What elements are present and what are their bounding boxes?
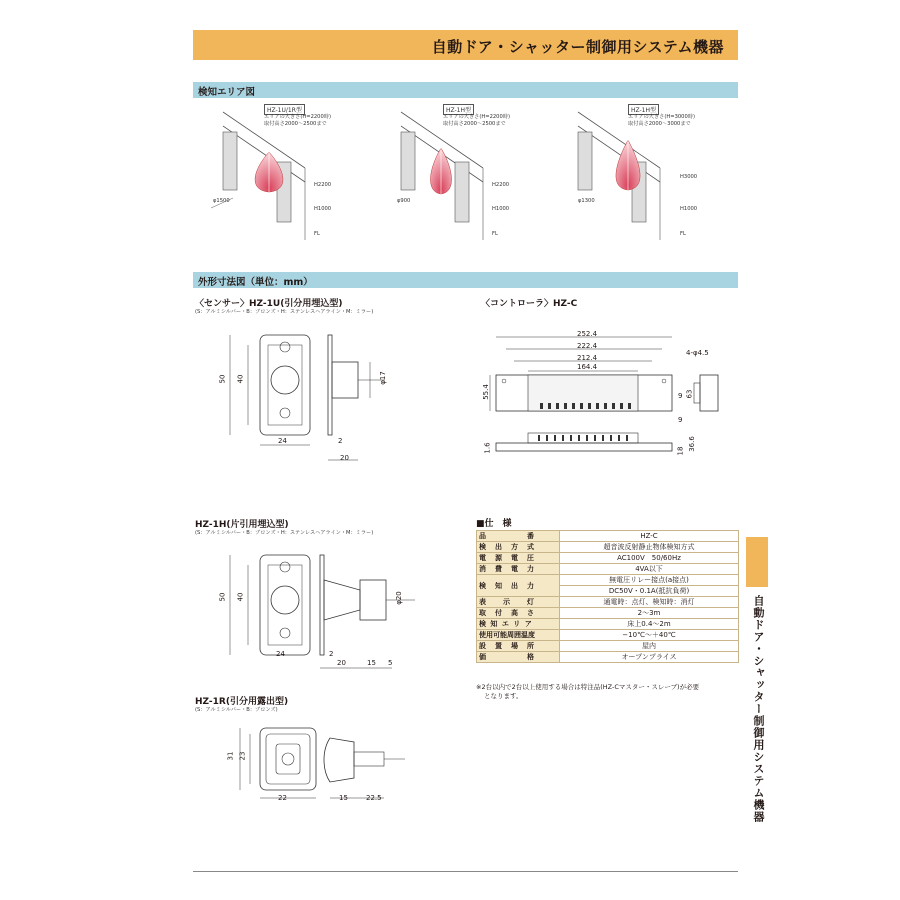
area-size-label-3: エリアの大きさ(H=3000時) (628, 114, 695, 120)
area-size-label-2: エリアの大きさ(H=2200時) (443, 114, 510, 120)
sensor-1u-dim-40: 40 (236, 374, 245, 384)
controller-dim-212: 212.4 (577, 354, 598, 362)
section-header-dimensions (193, 272, 738, 288)
area-phi-3: φ1300 (578, 198, 595, 204)
sensor-1u-dim-24: 24 (278, 437, 287, 445)
spec-note-line1: ※2台以内で2台以上使用する場合は特注品(HZ-Cマスター・スレーブ)が必要 (476, 683, 700, 691)
sensor-1r-dim-22-5: 22.5 (366, 794, 382, 802)
sensor-1u-drawing (210, 320, 400, 470)
area-height-label-2: 取付高さ2000〜2500まで (443, 121, 506, 127)
controller-dim-222: 222.4 (577, 342, 598, 350)
table-row: 使用可能周囲温度 −10℃〜＋40℃ (477, 630, 739, 641)
controller-dim-holes: 4-φ4.5 (686, 349, 709, 357)
area-model-label-1: HZ-1U/1R型 (264, 104, 305, 115)
area-model-label-3: HZ-1H型 (628, 104, 659, 115)
sensor-1h-finish: (S：アルミシルバー・B：ブロンズ・H：ステンレスヘアライン・M：ミラー) (195, 530, 374, 536)
spec-note-line2: となります。 (484, 692, 523, 700)
area-phi-2: φ900 (397, 198, 411, 204)
sensor-1h-dim-40: 40 (236, 592, 245, 602)
area-h-top-2: H2200 (492, 182, 510, 188)
area-model-label-2: HZ-1H型 (443, 104, 474, 115)
controller-dim-1-6: 1.6 (483, 442, 492, 454)
controller-dim-9b: 9 (678, 416, 683, 424)
table-row: 検 出 方 式 超音波反射静止物体検知方式 (477, 542, 739, 553)
sensor-1h-dim-phi20: φ20 (394, 591, 403, 605)
sensor-1r-finish: (S：アルミシルバー・B：ブロンズ) (195, 707, 278, 713)
area-fl-3: FL (680, 231, 686, 237)
area-h-top-1: H2200 (314, 182, 332, 188)
sensor-1r-dim-23: 23 (238, 751, 247, 761)
controller-drawing (480, 325, 740, 465)
side-index-tab (746, 537, 768, 587)
sensor-1u-dim-2: 2 (338, 437, 343, 445)
sensor-1u-title: 〈センサー〉HZ-1U(引分用埋込型) (195, 299, 343, 309)
side-index-label: 自動ドア・シャッター制御用システム機器 (752, 595, 765, 823)
area-fl-1: FL (314, 231, 320, 237)
controller-title: 〈コントローラ〉HZ-C (481, 299, 578, 309)
section-title: 検知エリア図 (198, 87, 256, 98)
controller-dim-55: 55.4 (481, 384, 490, 400)
sensor-1h-dim-50: 50 (218, 592, 227, 602)
table-row: 検 知 出 力 無電圧リレー接点(a接点) (477, 575, 739, 586)
controller-dim-18: 18 (676, 446, 685, 456)
sensor-1r-drawing (220, 720, 420, 810)
sensor-1r-dim-22: 22 (278, 794, 287, 802)
area-h-mid-3: H1000 (680, 206, 698, 212)
sensor-1u-finish: (S：アルミシルバー・B：ブロンズ・H：ステンレスヘアライン・M：ミラー) (195, 309, 374, 315)
controller-dim-63: 63 (685, 389, 694, 399)
controller-dim-252: 252.4 (577, 330, 598, 338)
sensor-1r-title: HZ-1R(引分用露出型) (195, 697, 289, 707)
controller-dim-164: 164.4 (577, 363, 598, 371)
sensor-1h-dim-5: 5 (388, 659, 393, 667)
sensor-1h-dim-20: 20 (337, 659, 346, 667)
section-title: 外形寸法図（単位：mm） (198, 277, 313, 288)
section-header-detection-area (193, 82, 738, 98)
sensor-1r-dim-31: 31 (226, 751, 235, 761)
sensor-1r-dim-15: 15 (339, 794, 348, 802)
spec-title: ■仕 様 (476, 519, 512, 529)
sensor-1u-dim-50: 50 (218, 374, 227, 384)
table-row: 検 知 エ リ ア 床上0.4〜2m (477, 619, 739, 630)
spec-table (476, 530, 739, 663)
sensor-1h-dim-2: 2 (329, 650, 334, 658)
table-row: 表 示 灯 通電時：点灯、検知時：消灯 (477, 597, 739, 608)
controller-dim-36: 36.6 (687, 436, 696, 452)
area-h-mid-1: H1000 (314, 206, 332, 212)
table-row: DC50V・0.1A(抵抗負荷) (477, 586, 739, 597)
table-row: 消 費 電 力 4VA以下 (477, 564, 739, 575)
sensor-1h-drawing (210, 540, 430, 690)
sensor-1u-dim-20: 20 (340, 454, 349, 462)
area-phi-1: φ1500 (213, 198, 230, 204)
area-height-label-1: 取付高さ2000〜2500まで (264, 121, 327, 127)
page-title-bar (193, 30, 738, 60)
sensor-1h-dim-24: 24 (276, 650, 285, 658)
footer-divider (193, 871, 738, 872)
sensor-1h-title: HZ-1H(片引用埋込型) (195, 520, 289, 530)
area-size-label-1: エリアの大きさ(H=2200時) (264, 114, 331, 120)
area-h-mid-2: H1000 (492, 206, 510, 212)
area-height-label-3: 取付高さ2000〜3000まで (628, 121, 691, 127)
table-row: 設 置 場 所 屋内 (477, 641, 739, 652)
sensor-1u-dim-phi17: φ17 (378, 371, 387, 385)
area-fl-2: FL (492, 231, 498, 237)
table-row: 価 格 オープンプライス (477, 652, 739, 663)
page-title: 自動ドア・シャッター制御用システム機器 (431, 38, 724, 56)
sensor-1h-dim-15: 15 (367, 659, 376, 667)
controller-dim-9a: 9 (678, 392, 683, 400)
table-row: 電 源 電 圧 AC100V 50/60Hz (477, 553, 739, 564)
table-row: 品 番 HZ-C (477, 531, 739, 542)
area-h-top-3: H3000 (680, 174, 698, 180)
table-row: 取 付 高 さ 2〜3m (477, 608, 739, 619)
